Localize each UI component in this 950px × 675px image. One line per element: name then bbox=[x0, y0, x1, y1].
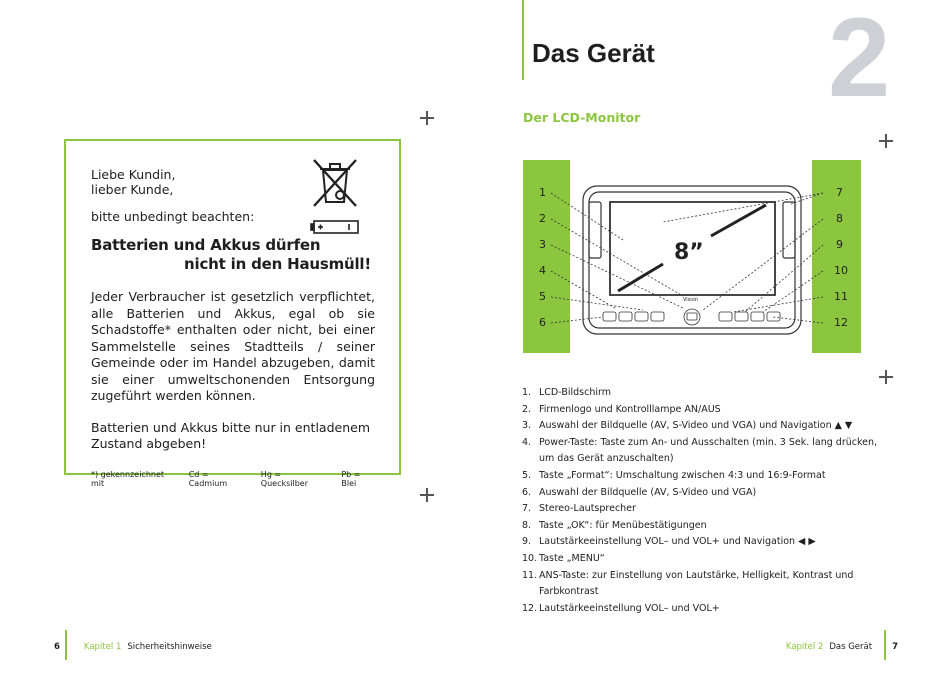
callout-number: 3 bbox=[539, 238, 546, 251]
battery-icon bbox=[310, 218, 360, 236]
notice-body-2: Batterien und Akkus bitte nur in entladenem Zustand abgeben! bbox=[91, 419, 370, 451]
callout-number: 11 bbox=[834, 290, 848, 303]
screen-size-label: 8” bbox=[674, 240, 704, 265]
page-title: Das Gerät bbox=[532, 38, 655, 68]
headline-line: Batterien und Akkus dürfen bbox=[91, 236, 321, 254]
item-text: Power-Taste: Taste zum An- und Ausschalten (min. 3 Sek. lang drücken, um das Gerät anzuschalten) bbox=[539, 436, 878, 465]
callout-number: 10 bbox=[834, 264, 848, 277]
list-item bbox=[522, 485, 892, 502]
lcd-monitor-diagram bbox=[523, 160, 861, 353]
list-item bbox=[522, 534, 892, 551]
list-item bbox=[522, 601, 892, 618]
item-text: Taste „Format“: Umschaltung zwischen 4:3 und 16:9-Format bbox=[539, 469, 826, 481]
right-page-footer bbox=[786, 642, 898, 652]
list-item bbox=[522, 501, 892, 518]
brand-logo: Vision bbox=[683, 297, 698, 303]
list-item bbox=[522, 468, 892, 485]
footnote-item: Pb = Blei bbox=[341, 469, 361, 488]
crop-mark bbox=[420, 488, 434, 502]
notice-body: Jeder Verbraucher ist gesetzlich verpflichtet, alle Batterien und Akkus, egal ob sie Schadstoffe* enthalten oder nicht, bei einer Sammelstelle seines Stadtteils / seiner Gemeinde oder im Handel abzugeben, damit sie einer umweltschonenden Entsorgung zugeführt werden können. bbox=[91, 289, 375, 403]
list-item bbox=[522, 402, 892, 419]
item-number: 9. bbox=[522, 536, 532, 548]
callout-number: 12 bbox=[834, 316, 848, 329]
callout-number: 7 bbox=[836, 186, 843, 199]
list-item bbox=[522, 385, 892, 402]
crop-mark bbox=[420, 111, 434, 125]
footer-title: Sicherheitshinweise bbox=[127, 642, 212, 652]
list-item bbox=[522, 568, 892, 601]
item-text: Auswahl der Bildquelle (AV, S-Video und VGA) bbox=[539, 486, 757, 498]
list-item bbox=[522, 551, 892, 568]
item-text: Lautstärkeeinstellung VOL– und VOL+ und Navigation ◀ ▶ bbox=[539, 536, 816, 548]
section-heading: Der LCD-Monitor bbox=[523, 110, 641, 125]
footer-chapter: Kapitel 2 bbox=[785, 642, 824, 652]
callout-number: 5 bbox=[539, 290, 546, 303]
callout-number: 8 bbox=[836, 212, 843, 225]
item-text: Firmenlogo und Kontrolllampe AN/AUS bbox=[539, 403, 721, 415]
item-text: ANS-Taste: zur Einstellung von Lautstärke, Helligkeit, Kontrast und Farbkontrast bbox=[539, 569, 854, 598]
item-text: LCD-Bildschirm bbox=[539, 387, 611, 398]
callout-number: 9 bbox=[836, 238, 843, 251]
list-item bbox=[522, 518, 892, 535]
item-number: 11. bbox=[522, 569, 538, 581]
monitor-illustration bbox=[523, 160, 861, 353]
title-accent-bar bbox=[522, 0, 524, 80]
item-text: Taste „MENU“ bbox=[539, 552, 605, 564]
callout-number: 6 bbox=[539, 316, 546, 329]
footer-chapter: Kapitel 1 bbox=[83, 642, 122, 652]
greeting-line: Liebe Kundin, bbox=[91, 167, 176, 182]
list-item bbox=[522, 435, 892, 468]
crop-mark bbox=[879, 134, 893, 148]
item-text: Lautstärkeeinstellung VOL– und VOL+ bbox=[539, 602, 720, 614]
item-number: 1. bbox=[522, 387, 532, 398]
footer-divider bbox=[65, 630, 67, 660]
item-number: 8. bbox=[522, 519, 532, 531]
item-number: 7. bbox=[522, 503, 532, 515]
callout-number: 2 bbox=[539, 212, 546, 225]
footnote-item: Cd = Cadmium bbox=[188, 469, 228, 488]
item-number: 3. bbox=[522, 420, 532, 432]
item-number: 6. bbox=[522, 486, 532, 498]
page-number: 7 bbox=[892, 642, 898, 652]
item-text: Auswahl der Bildquelle (AV, S-Video und VGA) und Navigation ▲ ▼ bbox=[539, 420, 853, 432]
item-number: 2. bbox=[522, 403, 532, 415]
page-number: 6 bbox=[54, 642, 60, 652]
footnote-item: Hg = Quecksilber bbox=[260, 469, 309, 488]
callout-number: 4 bbox=[539, 264, 546, 277]
crossed-out-bin-icon bbox=[312, 158, 358, 210]
notice-headline bbox=[91, 236, 375, 274]
footer-divider bbox=[884, 630, 886, 660]
footer-title: Das Gerät bbox=[829, 642, 873, 652]
notice-footnote bbox=[91, 470, 375, 488]
feature-list bbox=[522, 385, 892, 617]
item-number: 4. bbox=[522, 436, 532, 448]
crop-mark bbox=[879, 370, 893, 384]
list-item bbox=[522, 418, 892, 435]
item-number: 12. bbox=[522, 602, 538, 614]
item-text: Taste „OK“: für Menübestätigungen bbox=[539, 519, 707, 531]
item-number: 5. bbox=[522, 469, 532, 481]
greeting-line: lieber Kunde, bbox=[91, 182, 174, 197]
notice-attention: bitte unbedingt beachten: bbox=[91, 209, 255, 224]
footnote-item: *) gekennzeichnet mit bbox=[91, 469, 165, 488]
item-number: 10. bbox=[522, 552, 538, 564]
chapter-number: 2 bbox=[828, 0, 891, 120]
callout-number: 1 bbox=[539, 186, 546, 199]
left-page-footer bbox=[54, 642, 212, 652]
item-text: Stereo-Lautsprecher bbox=[539, 503, 636, 515]
headline-line: nicht in den Hausmüll! bbox=[184, 255, 371, 273]
